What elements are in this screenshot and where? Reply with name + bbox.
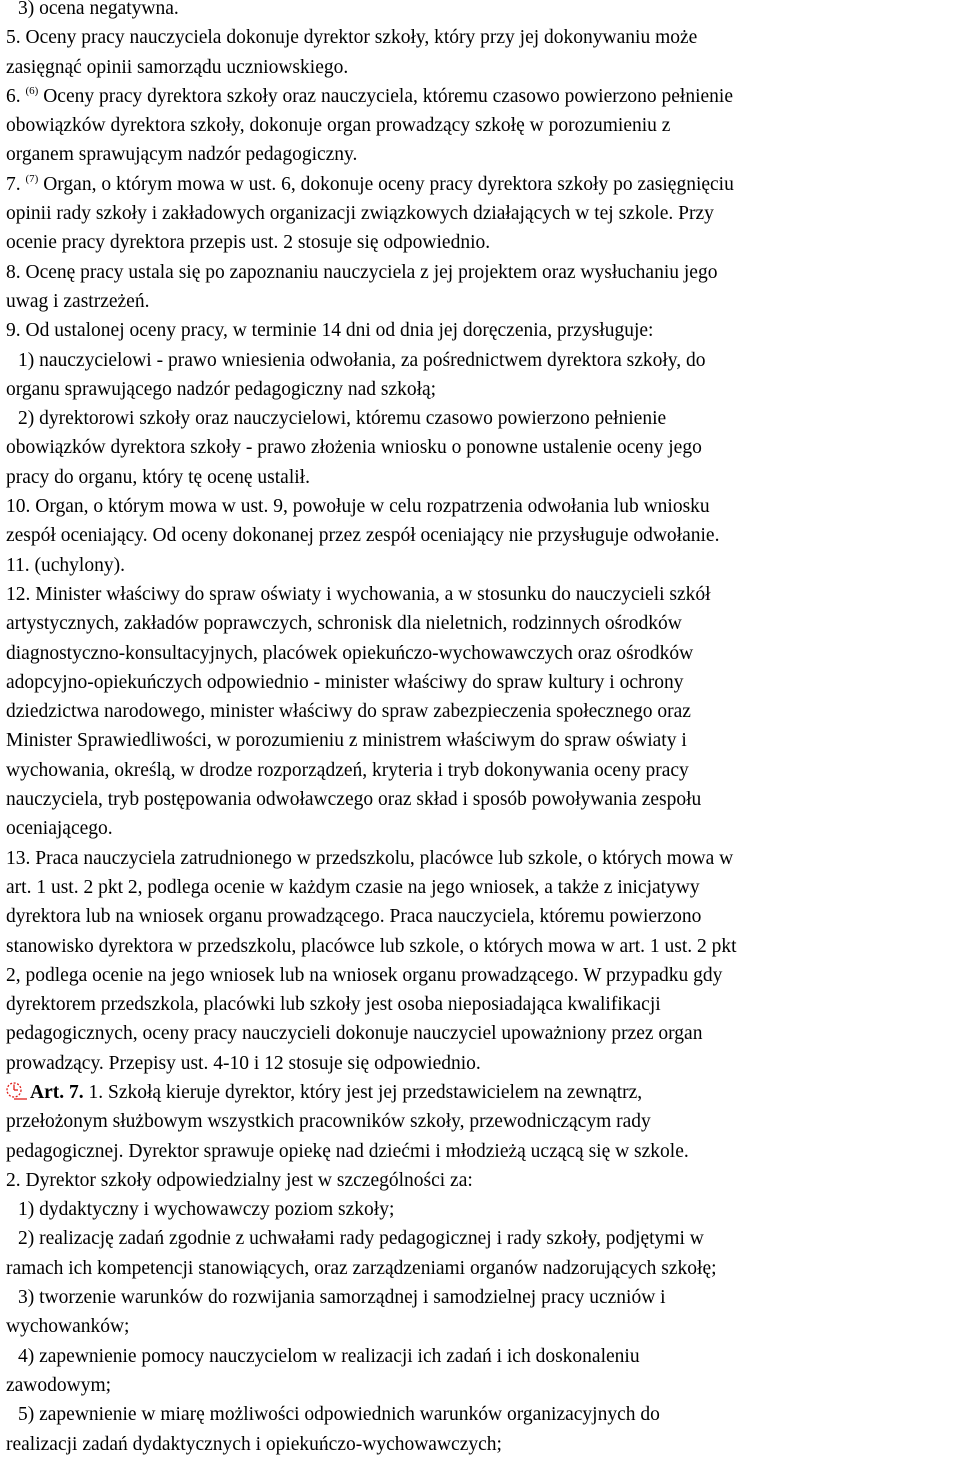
- text-line: [6, 170, 956, 199]
- text-line: Minister Sprawiedliwości, w porozumieniu z ministrem właściwym do spraw oświaty i: [6, 730, 687, 752]
- text-line: ocenie pracy dyrektora przepis ust. 2 stosuje się odpowiednio.: [6, 232, 491, 254]
- list-item: 2) dyrektorowi szkoły oraz nauczycielowi, któremu czasowo powierzono pełnienie: [18, 408, 667, 430]
- text-line: oceniającego.: [6, 818, 113, 840]
- text-line: przełożonym służbowym wszystkich pracowników szkoły, przewodniczącym rady: [6, 1111, 651, 1133]
- text-line: 2. Dyrektor szkoły odpowiedzialny jest w szczególności za:: [6, 1169, 473, 1191]
- list-item: 4) zapewnienie pomocy nauczycielom w realizacji ich zadań i ich doskonaleniu: [18, 1345, 640, 1367]
- text-line: organu sprawującego nadzór pedagogiczny nad szkołą;: [6, 378, 437, 400]
- text-line: nauczyciela, tryb postępowania odwoławczego oraz skład i sposób powoływania zespołu: [6, 789, 702, 811]
- text-line: diagnostyczno-konsultacyjnych, placówek opiekuńczo-wychowawczych oraz ośrodków: [6, 642, 694, 664]
- list-item: 3) ocena negatywna.: [18, 0, 179, 19]
- article-heading-line: [6, 1078, 956, 1107]
- text-line: wychowanków;: [6, 1316, 130, 1338]
- footnote-ref[interactable]: (6): [25, 84, 39, 97]
- list-item: 2) realizację zadań zgodnie z uchwałami rady pedagogicznej i rady szkoły, podjętymi w: [18, 1228, 704, 1250]
- paragraph-number: 7.: [6, 173, 26, 195]
- text-line: dyrektora lub na wniosek organu prowadzącego. Praca nauczyciela, któremu powierzono: [6, 906, 702, 928]
- text-line: art. 1 ust. 2 pkt 2, podlega ocenie w każdym czasie na jego wniosek, a także z inicjatywy: [6, 876, 700, 898]
- list-item: 5) zapewnienie w miarę możliwości odpowiednich warunków organizacyjnych do: [18, 1404, 660, 1426]
- text-span: 1. Szkołą kieruje dyrektor, który jest jej przedstawicielem na zewnątrz,: [83, 1081, 643, 1103]
- text-line: uwag i zastrzeżeń.: [6, 290, 150, 312]
- text-line: pracy do organu, który tę ocenę ustalił.: [6, 466, 310, 488]
- text-line: [6, 82, 956, 111]
- text-line: adopcyjno-opiekuńczych odpowiednio - minister właściwy do spraw kultury i ochrony: [6, 671, 684, 693]
- text-line: artystycznych, zakładów poprawczych, schronisk dla nieletnich, rodzinnych ośrodków: [6, 613, 682, 635]
- text-line: 5. Oceny pracy nauczyciela dokonuje dyrektor szkoły, który przy jej dokonywaniu może: [6, 27, 698, 49]
- text-line: 2, podlega ocenie na jego wniosek lub na wniosek organu prowadzącego. W przypadku gdy: [6, 964, 723, 986]
- text-line: dziedzictwa narodowego, minister właściwy do spraw zabezpieczenia społecznego oraz: [6, 701, 691, 723]
- text-line: wychowania, określą, w drodze rozporządzeń, kryteria i tryb dokonywania oceny pracy: [6, 759, 689, 781]
- text-line: 12. Minister właściwy do spraw oświaty i wychowania, a w stosunku do nauczycieli szkół: [6, 583, 711, 605]
- text-line: obowiązków dyrektora szkoły, dokonuje organ prowadzący szkołę w porozumieniu z: [6, 115, 671, 137]
- clock-icon[interactable]: [6, 1081, 28, 1101]
- list-item: 3) tworzenie warunków do rozwijania samorządnej i samodzielnej pracy uczniów i: [18, 1287, 666, 1309]
- text-line: realizacji zadań dydaktycznych i opiekuńczo-wychowawczych;: [6, 1433, 502, 1455]
- text-line: 8. Ocenę pracy ustala się po zapoznaniu nauczyciela z jej projektem oraz wysłuchaniu jego: [6, 261, 718, 283]
- text-line: 11. (uchylony).: [6, 554, 125, 576]
- text-line: 10. Organ, o którym mowa w ust. 9, powołuje w celu rozpatrzenia odwołania lub wniosku: [6, 496, 710, 518]
- text-line: dyrektorem przedszkola, placówki lub szkoły jest osoba nieposiadająca kwalifikacji: [6, 994, 661, 1016]
- text-line: zespół oceniający. Od oceny dokonanej przez zespół oceniający nie przysługuje odwołanie.: [6, 525, 720, 547]
- text-line: obowiązków dyrektora szkoły - prawo złożenia wniosku o ponowne ustalenie oceny jego: [6, 437, 702, 459]
- text-span: Oceny pracy dyrektora szkoły oraz nauczyciela, któremu czasowo powierzono pełnienie: [38, 85, 733, 107]
- text-line: pedagogicznej. Dyrektor sprawuje opiekę nad dziećmi i młodzieżą uczącą się w szkole.: [6, 1140, 689, 1162]
- text-line: 9. Od ustalonej oceny pracy, w terminie 14 dni od dnia jej doręczenia, przysługuje:: [6, 320, 654, 342]
- text-line: ramach ich kompetencji stanowiących, oraz zarządzeniami organów nadzorujących szkołę;: [6, 1257, 717, 1279]
- list-item: 1) nauczycielowi - prawo wniesienia odwołania, za pośrednictwem dyrektora szkoły, do: [18, 349, 706, 371]
- paragraph-number: 6.: [6, 85, 26, 107]
- text-line: zasięgnąć opinii samorządu uczniowskiego.: [6, 56, 349, 78]
- text-line: stanowisko dyrektora w przedszkolu, placówce lub szkole, o których mowa w art. 1 ust. 2 pkt: [6, 935, 737, 957]
- text-line: opinii rady szkoły i zakładowych organizacji związkowych działających w tej szkole. Przy: [6, 203, 714, 225]
- text-line: zawodowym;: [6, 1374, 112, 1396]
- text-line: pedagogicznych, oceny pracy nauczycieli dokonuje nauczyciel upoważniony przez organ: [6, 1023, 703, 1045]
- document-page: [6, 0, 956, 1459]
- text-line: organem sprawującym nadzór pedagogiczny.: [6, 144, 358, 166]
- text-line: prowadzący. Przepisy ust. 4-10 i 12 stosuje się odpowiednio.: [6, 1052, 481, 1074]
- text-span: Organ, o którym mowa w ust. 6, dokonuje oceny pracy dyrektora szkoły po zasięgnięciu: [38, 173, 734, 195]
- footnote-ref[interactable]: (7): [25, 172, 39, 185]
- list-item: 1) dydaktyczny i wychowawczy poziom szkoły;: [18, 1199, 395, 1221]
- text-line: 13. Praca nauczyciela zatrudnionego w przedszkolu, placówce lub szkole, o których mowa w: [6, 847, 734, 869]
- article-number: Art. 7.: [30, 1081, 84, 1103]
